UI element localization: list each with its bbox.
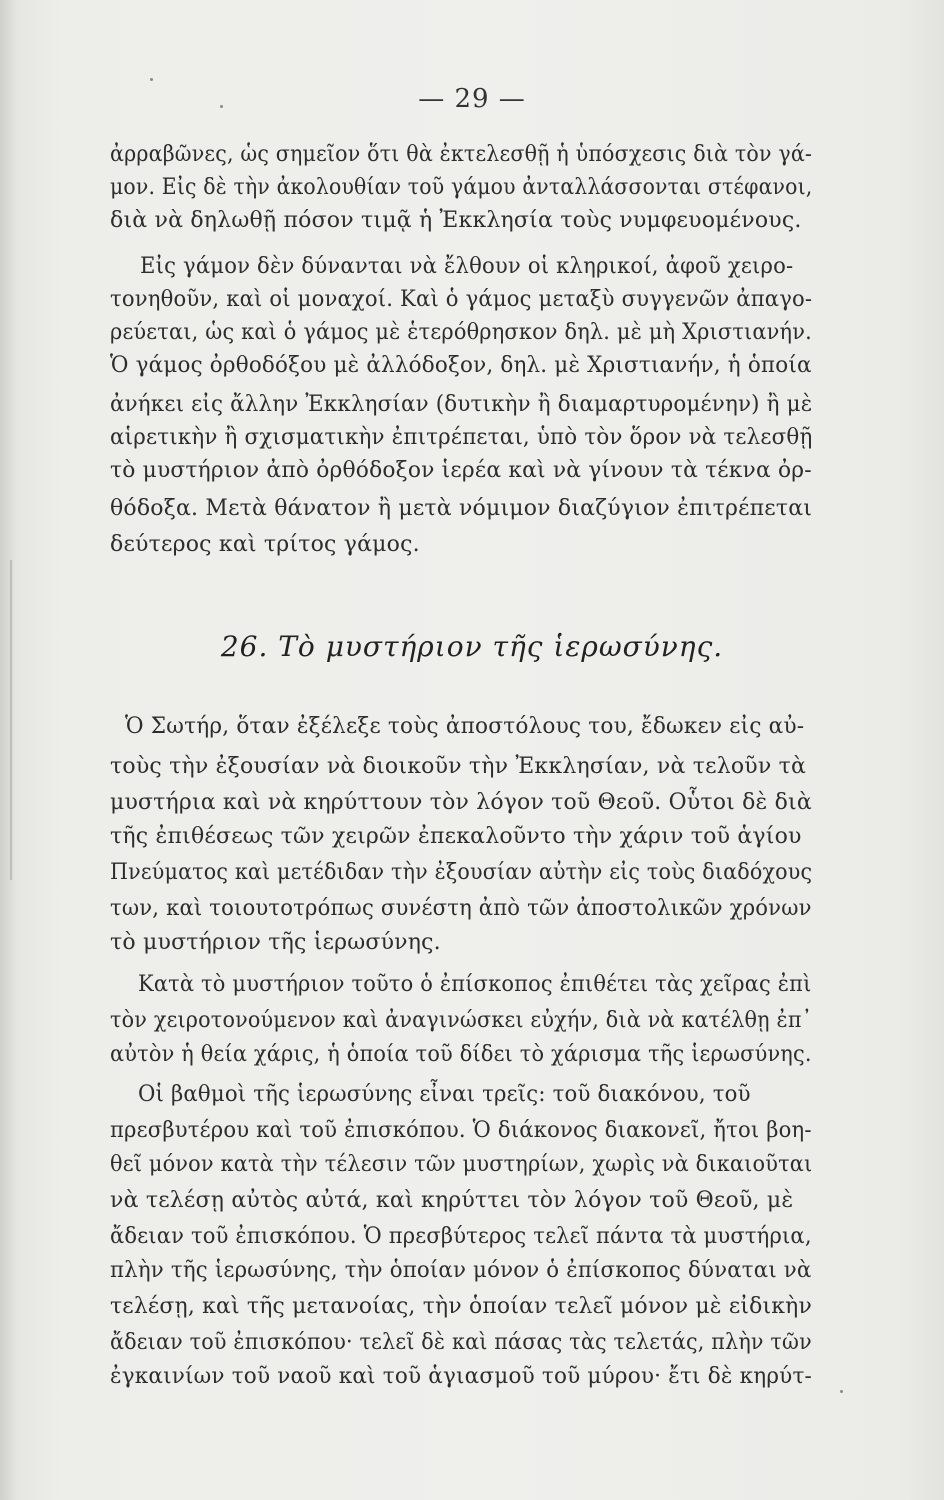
text-line: τελέσῃ, καὶ τῆς μετανοίας, τὴν ὁποίαν τελεῖ μόνον μὲ εἰδικὴν: [110, 1294, 812, 1319]
text-line: πρεσβυτέρου καὶ τοῦ ἐπισκόπου. Ὁ διάκονος διακονεῖ, ἤτοι βοη-: [110, 1118, 812, 1143]
text-line: Οἱ βαθμοὶ τῆς ἱερωσύνης εἶναι τρεῖς: τοῦ διακόνου, τοῦ: [138, 1082, 751, 1107]
text-line: δεύτερος καὶ τρίτος γάμος.: [110, 532, 420, 557]
text-line: τὸ μυστήριον τῆς ἱερωσύνης.: [110, 930, 441, 955]
page-number: — 29 —: [418, 84, 526, 114]
section-heading: 26. Τὸ μυστήριον τῆς ἱερωσύνης.: [220, 630, 724, 663]
text-line: ἀνήκει εἰς ἄλλην Ἐκκλησίαν (δυτικὴν ἢ διαμαρτυρομένην) ἢ μὲ: [110, 392, 813, 417]
text-line: Πνεύματος καὶ μετέδιδαν τὴν ἐξουσίαν αὐτὴν εἰς τοὺς διαδόχους: [110, 860, 813, 885]
text-line: μυστήρια καὶ νὰ κηρύττουν τὸν λόγον τοῦ Θεοῦ. Οὗτοι δὲ διὰ: [110, 790, 812, 815]
text-line: διὰ νὰ δηλωθῇ πόσον τιμᾷ ἡ Ἐκκλησία τοὺς νυμφευομένους.: [110, 208, 802, 233]
text-line: τὸν χειροτονούμενον καὶ ἀναγινώσκει εὐχήν, διὰ νὰ κατέλθῃ ἐπ᾽: [110, 1008, 813, 1033]
text-line: Κατὰ τὸ μυστήριον τοῦτο ὁ ἐπίσκοπος ἐπιθέτει τὰς χεῖρας ἐπὶ: [138, 972, 812, 997]
text-line: Ὁ γάμος ὀρθοδόξου μὲ ἀλλόδοξον, δηλ. μὲ Χριστιανήν, ἡ ὁποία: [110, 353, 812, 378]
text-line: Ὁ Σωτήρ, ὅταν ἐξέλεξε τοὺς ἀποστόλους του, ἔδωκεν εἰς αὐ-: [125, 714, 805, 739]
text-line: θόδοξα. Μετὰ θάνατον ἢ μετὰ νόμιμον διαζύγιον ἐπιτρέπεται: [110, 496, 813, 521]
text-line: ἀρραβῶνες, ὡς σημεῖον ὅτι θὰ ἐκτελεσθῇ ἡ ὑπόσχεσις διὰ τὸν γά-: [110, 142, 813, 167]
text-line: ἄδειαν τοῦ ἐπισκόπου. Ὁ πρεσβύτερος τελεῖ πάντα τὰ μυστήρια,: [110, 1224, 812, 1249]
text-line: των, καὶ τοιουτοτρόπως συνέστη ἀπὸ τῶν ἀποστολικῶν χρόνων: [110, 896, 812, 921]
text-line: Εἰς γάμον δὲν δύνανται νὰ ἔλθουν οἱ κληρικοί, ἀφοῦ χειρο-: [140, 254, 794, 279]
text-line: θεῖ μόνον κατὰ τὴν τέλεσιν τῶν μυστηρίων, χωρὶς νὰ δικαιοῦται: [110, 1152, 813, 1177]
text-line: τοὺς τὴν ἐξουσίαν νὰ διοικοῦν τὴν Ἐκκλησίαν, νὰ τελοῦν τὰ: [110, 754, 807, 779]
scan-speck: [150, 78, 153, 81]
text-line: τονηθοῦν, καὶ οἱ μοναχοί. Καὶ ὁ γάμος μεταξὺ συγγενῶν ἀπαγο-: [110, 287, 813, 312]
page-gutter-shadow: [10, 560, 12, 880]
scan-speck: [840, 1390, 843, 1393]
text-line: αὐτὸν ἡ θεία χάρις, ἡ ὁποία τοῦ δίδει τὸ χάρισμα τῆς ἱερωσύνης.: [110, 1042, 812, 1067]
text-line: πλὴν τῆς ἱερωσύνης, τὴν ὁποίαν μόνον ὁ ἐπίσκοπος δύναται νὰ: [110, 1258, 812, 1283]
text-line: αἱρετικὴν ἢ σχισματικὴν ἐπιτρέπεται, ὑπὸ τὸν ὅρον νὰ τελεσθῇ: [110, 425, 813, 450]
text-line: ρεύεται, ὡς καὶ ὁ γάμος μὲ ἑτερόθρησκον δηλ. μὲ μὴ Χριστιανήν.: [110, 320, 812, 345]
text-line: τῆς ἐπιθέσεως τῶν χειρῶν ἐπεκαλοῦντο τὴν χάριν τοῦ ἁγίου: [110, 824, 802, 849]
text-line: ἐγκαινίων τοῦ ναοῦ καὶ τοῦ ἁγιασμοῦ τοῦ μύρου· ἔτι δὲ κηρύτ-: [110, 1364, 813, 1389]
scan-speck: [220, 105, 223, 108]
text-line: ἄδειαν τοῦ ἐπισκόπου· τελεῖ δὲ καὶ πάσας τὰς τελετάς, πλὴν τῶν: [110, 1330, 812, 1355]
text-line: νὰ τελέσῃ αὐτὸς αὐτά, καὶ κηρύττει τὸν λόγον τοῦ Θεοῦ, μὲ: [110, 1188, 794, 1213]
text-line: μον. Εἰς δὲ τὴν ἀκολουθίαν τοῦ γάμου ἀνταλλάσσονται στέφανοι,: [110, 175, 813, 200]
text-line: τὸ μυστήριον ἀπὸ ὀρθόδοξον ἱερέα καὶ νὰ γίνουν τὰ τέκνα ὀρ-: [110, 458, 812, 483]
